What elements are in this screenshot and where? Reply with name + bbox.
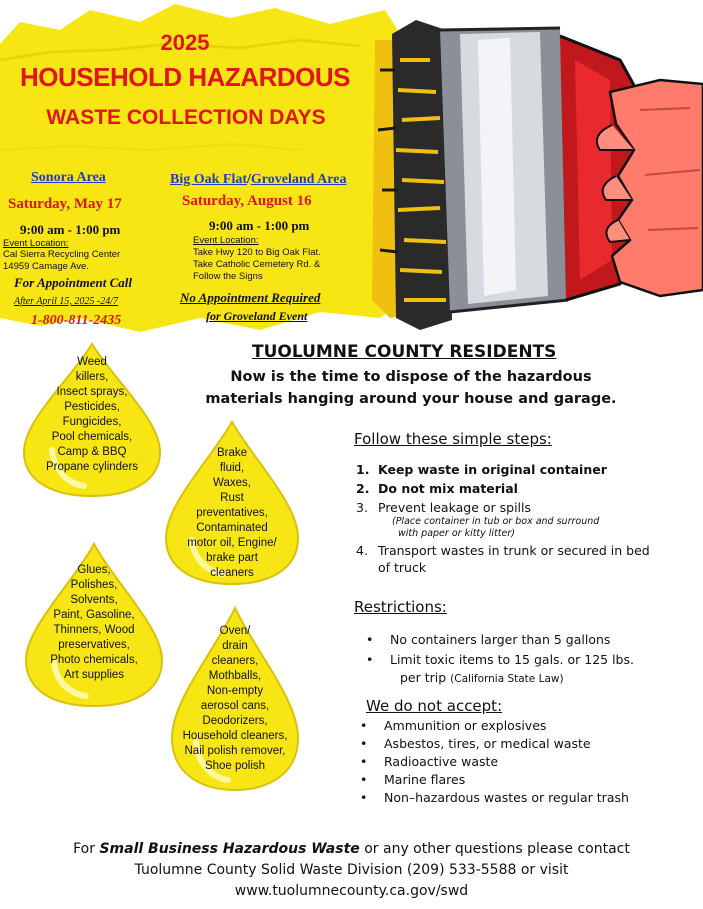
step-item	[356, 499, 696, 540]
droplet-line: Weed	[77, 356, 107, 368]
location-line: Take Hwy 120 to Big Oak Flat.	[193, 247, 321, 258]
location-line: Cal Sierra Recycling Center	[3, 249, 121, 260]
sonora-after-date: After April 15, 2025 -24/7	[14, 296, 118, 307]
step-item	[356, 461, 696, 478]
sonora-time: 9:00 am - 1:00 pm	[20, 222, 121, 237]
sonora-location-label: Event Location:	[3, 238, 69, 249]
droplet-line: Non-empty	[206, 685, 264, 697]
title-main: HOUSEHOLD HAZARDOUS	[20, 62, 350, 92]
step-text: Prevent leakage or spills	[378, 500, 531, 515]
droplet-line: Solvents,	[70, 594, 118, 606]
not-accept-list	[356, 717, 696, 807]
footer-line-1	[0, 841, 703, 857]
big-oak-flat-link[interactable]: Big Oak Flat	[170, 172, 248, 187]
droplet-line: Shoe polish	[204, 760, 266, 772]
title-subtitle: WASTE COLLECTION DAYS	[46, 106, 326, 129]
droplet-line: drain	[222, 640, 248, 652]
droplet-line: Deodorizers,	[202, 715, 268, 727]
droplet-text	[166, 624, 304, 774]
footer-text: or any other questions please contact	[359, 841, 630, 857]
steps-list	[356, 461, 696, 576]
droplet-line: killers,	[75, 371, 109, 383]
not-accept-heading: We do not accept:	[366, 697, 503, 715]
not-accept-text: Asbestos, tires, or medical waste	[384, 736, 591, 751]
intro-line: materials hanging around your house and garage.	[205, 391, 617, 407]
droplet-text	[26, 563, 162, 683]
sonora-phone[interactable]: 1-800-811-2435	[31, 313, 122, 328]
groveland-location-label: Event Location:	[193, 235, 259, 246]
footer-text: For	[73, 841, 100, 857]
droplet-line: motor oil, Engine/	[187, 537, 277, 549]
not-accept-text: Radioactive waste	[384, 754, 499, 769]
droplet-line: cleaners	[210, 567, 254, 579]
droplet-text	[24, 355, 160, 475]
droplet-line: Household cleaners,	[182, 730, 288, 742]
step-number: 4.	[356, 543, 368, 558]
area-separator: /	[247, 172, 251, 187]
title-year: 2025	[160, 30, 210, 55]
step-text: Transport wastes in trunk or secured in bed	[378, 543, 650, 558]
step-item	[356, 480, 696, 497]
droplet-line: Mothballs,	[208, 670, 262, 682]
droplet-line: Brake	[216, 447, 248, 459]
droplet-line: aerosol cans,	[200, 700, 270, 712]
step-text: Do not mix material	[378, 481, 518, 496]
droplet-line: Propane cylinders	[45, 461, 139, 473]
droplet-line: preventatives,	[196, 507, 268, 519]
droplet-line: Photo chemicals,	[50, 654, 138, 666]
droplet-line: Pool chemicals,	[51, 431, 133, 443]
not-accept-item: • Non–hazardous wastes or regular trash	[360, 790, 629, 805]
droplet-line: Rust	[220, 492, 244, 504]
step-note: (Place container in tub or box and surround	[392, 516, 600, 527]
droplet-line: Insect sprays,	[56, 386, 128, 398]
groveland-event-note: for Groveland Event	[206, 309, 308, 323]
sonora-area-link[interactable]: Sonora Area	[31, 170, 106, 185]
droplet-line: Fungicides,	[62, 416, 122, 428]
restriction-text: per trip	[400, 670, 447, 685]
droplet-line: Waxes,	[213, 477, 251, 489]
step-text: of truck	[378, 560, 427, 575]
restriction-item: • Limit toxic items to 15 gals. or 125 lbs. per trip (California State Law)	[366, 652, 634, 685]
intro-line: Now is the time to dispose of the hazardous	[230, 369, 592, 385]
droplet-line: fluid,	[219, 462, 245, 474]
sonora-date: Saturday, May 17	[8, 196, 122, 212]
footer-bold-text: Small Business Hazardous Waste	[99, 841, 360, 857]
droplet-line: preservatives,	[58, 639, 130, 651]
not-accept-text: Ammunition or explosives	[384, 718, 547, 733]
restriction-item: • No containers larger than 5 gallons	[366, 632, 611, 647]
groveland-area	[170, 168, 346, 188]
droplet-line: Art supplies	[63, 669, 125, 681]
restriction-text: No containers larger than 5 gallons	[390, 632, 611, 647]
step-number: 1.	[356, 462, 370, 477]
restriction-note: (California State Law)	[450, 673, 564, 685]
step-text: Keep waste in original container	[378, 462, 607, 477]
not-accept-item: • Radioactive waste	[360, 754, 499, 769]
residents-heading: TUOLUMNE COUNTY RESIDENTS	[252, 342, 557, 362]
droplet-line: cleaners,	[211, 655, 259, 667]
not-accept-text: Non–hazardous wastes or regular trash	[384, 790, 629, 805]
sonora-appointment: For Appointment Call	[14, 275, 132, 290]
step-number: 3.	[356, 500, 368, 515]
groveland-area-link[interactable]: Groveland Area	[250, 172, 347, 187]
steps-heading: Follow these simple steps:	[354, 430, 552, 448]
step-note: with paper or kitty litter)	[398, 528, 515, 539]
not-accept-item: • Ammunition or explosives	[360, 718, 547, 733]
restriction-text: Limit toxic items to 15 gals. or 125 lbs.	[390, 652, 634, 667]
restrictions-heading: Restrictions:	[354, 598, 447, 616]
not-accept-item: • Asbestos, tires, or medical waste	[360, 736, 591, 751]
droplet-line: Polishes,	[70, 579, 118, 591]
restrictions-list	[362, 631, 692, 688]
step-item	[356, 542, 696, 576]
residents-intro	[186, 366, 636, 410]
droplet-line: Contaminated	[196, 522, 268, 534]
footer-website-link[interactable]: www.tuolumnecounty.ca.gov/swd	[234, 883, 469, 899]
not-accept-text: Marine flares	[384, 772, 466, 787]
brush-bristles	[372, 20, 452, 330]
groveland-date: Saturday, August 16	[182, 193, 312, 209]
no-appointment-required: No Appointment Required	[180, 290, 321, 305]
location-line: 14959 Camage Ave.	[3, 261, 89, 272]
groveland-time: 9:00 am - 1:00 pm	[209, 218, 310, 233]
droplet-line: Thinners, Wood	[53, 624, 135, 636]
step-number: 2.	[356, 481, 370, 496]
droplet-text	[164, 446, 300, 581]
brush-ferrule	[440, 28, 568, 312]
droplet-line: Pesticides,	[64, 401, 120, 413]
droplet-line: Nail polish remover,	[184, 745, 286, 757]
droplet-line: Glues,	[77, 564, 111, 576]
droplet-line: Camp & BBQ	[57, 446, 127, 458]
droplet-line: Oven/	[219, 625, 251, 637]
footer-line-2: Tuolumne County Solid Waste Division (209) 533-5588 or visit	[134, 862, 569, 878]
droplet-line: Paint, Gasoline,	[53, 609, 135, 621]
not-accept-item: • Marine flares	[360, 772, 466, 787]
location-line: Follow the Signs	[193, 271, 263, 282]
groveland-location	[193, 247, 321, 283]
location-line: Take Catholic Cemetery Rd. &	[193, 259, 321, 270]
droplet-line: brake part	[206, 552, 258, 564]
sonora-location	[3, 249, 120, 273]
